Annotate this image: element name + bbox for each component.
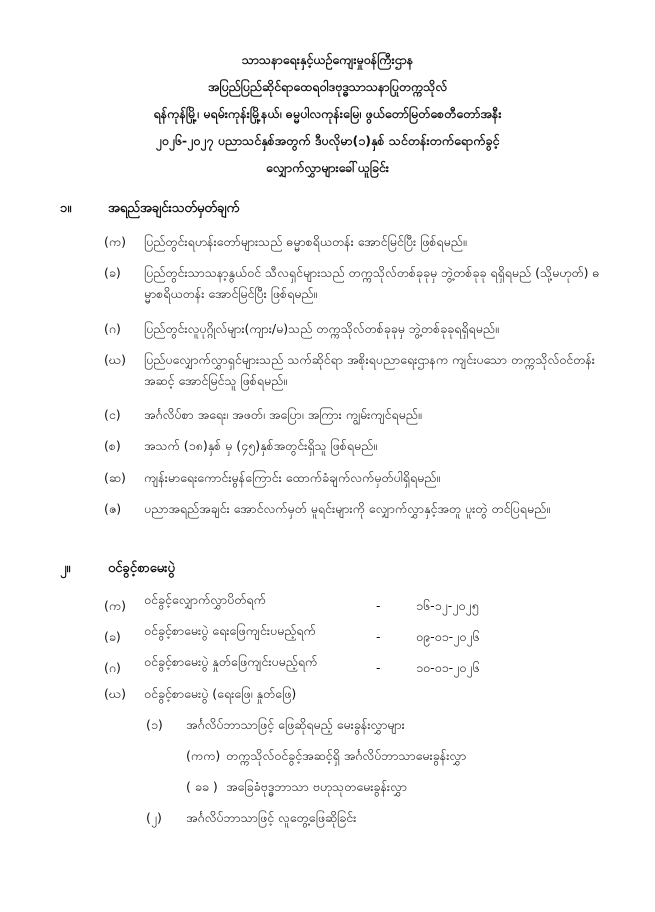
date-value: ၁၆-၁၂-၂၀၂၅ — [416, 598, 479, 613]
date-value: ၁၀-၀၁-၂၀၂၆ — [416, 660, 480, 675]
section-title: ဝင်ခွင့်စာမေးပွဲ — [108, 561, 175, 576]
item-marker: ( ခခ ) — [186, 779, 218, 794]
item-text: အင်္ဂလိပ်ဘာသာဖြင့် ဖြေဆိုရမည့် မေးခွန်းလွှာများ — [186, 717, 405, 732]
item-text: ကျန်းမာရေးကောင်းမွန်ကြောင်း ထောက်ခံချက်လက်မှတ်ပါရှိရမည်။ — [144, 470, 441, 485]
item-marker: (စ) — [104, 438, 121, 453]
item-marker: (က) — [104, 234, 126, 249]
item-marker: (င) — [104, 407, 121, 422]
sub-sub-item — [186, 776, 407, 797]
item-marker: (၁) — [146, 717, 163, 732]
item-marker: (ဃ) — [104, 352, 126, 367]
section-1-heading — [60, 200, 239, 219]
item-text: ပြည်တွင်းရဟန်းတော်များသည် ဓမ္မာစရိယတန်း အောင်မြင်ပြီး ဖြစ်ရမည်။ — [144, 234, 467, 249]
item-marker: (ကက) — [186, 748, 221, 763]
item-marker: (ဃ) — [104, 686, 126, 701]
item-marker: (ခ) — [104, 265, 121, 280]
announcement-title: လျှောက်လွှာများခေါ်ယူခြင်း — [266, 160, 389, 175]
list-item — [104, 262, 604, 304]
item-marker: (ဂ) — [104, 660, 121, 675]
dash: - — [376, 598, 381, 613]
item-text: အင်္ဂလိပ်စာ အရေး၊ အဖတ်၊ အပြော၊ အကြား ကျွမ်းကျင်ရမည်။ — [144, 407, 422, 422]
sub-item — [146, 714, 405, 735]
item-text: တက္ကသိုလ်ဝင်ခွင့်အဆင့်ရှိ အင်္ဂလိပ်ဘာသာမေးခွန်းလွှာ — [226, 748, 467, 763]
item-text: ပြည်ပလျှောက်လွှာရှင်များသည် သက်ဆိုင်ရာ အစိုးရပညာရေးဌာနက ကျင်းပသော တက္ကသိုလ်ဝင်တန်းအဆင့် အောင်မြင်သူ ဖြစ်ရမည်။ — [144, 352, 595, 388]
list-item — [104, 349, 604, 391]
list-item — [104, 318, 604, 339]
section-2-heading — [60, 560, 175, 579]
address-line: ရန်ကုန်မြို့၊ မရမ်းကုန်းမြို့နယ်၊ ဓမ္မပါလကုန်းမြေ၊ ဖွယ်တော်မြတ်စေတီတော်အနီး — [153, 106, 502, 121]
list-item — [104, 435, 604, 456]
section-number: ၁။ — [60, 201, 72, 216]
university-title: အပြည်ပြည်ဆိုင်ရာထေရဝါဒဗုဒ္ဓသာသနာပြုတက္ကသိုလ် — [207, 79, 448, 94]
sub-sub-item — [186, 745, 466, 766]
list-item — [104, 231, 604, 252]
list-item — [104, 404, 604, 425]
item-text: အသက် (၁၈)နှစ် မှ (၄၅)နှစ်အတွင်းရှိသူ ဖြစ်ရမည်။ — [144, 438, 378, 453]
section-title: အရည်အချင်းသတ်မှတ်ချက် — [108, 201, 240, 216]
item-text: ဝင်ခွင့်စာမေးပွဲ (ရေးဖြေ၊ နှုတ်ဖြေ) — [144, 686, 297, 701]
section-number: ၂။ — [60, 561, 71, 576]
date-row — [104, 651, 624, 678]
item-text: ပညာအရည်အချင်း အောင်လက်မှတ် မူရင်းများကို လျှောက်လွှာနှင့်အတူ ပူးတွဲ တင်ပြရမည်။ — [144, 501, 550, 516]
item-marker: (က) — [104, 598, 126, 613]
item-marker: (ဆ) — [104, 470, 126, 485]
list-item — [104, 498, 604, 519]
date-row — [104, 620, 624, 647]
date-value: ၀၉-၀၁-၂၀၂၆ — [416, 629, 480, 644]
item-text: ပြည်တွင်းသာသနာ့နွယ်ဝင် သီလရှင်များသည် တက္ကသိုလ်တစ်ခုခုမှ ဘွဲ့တစ်ခုခု ရရှိရမည် (သို့မဟုတ်) ဓမ္မာစရိယတန်း အောင်မြင်ပြီး ဖြစ်ရမည်။ — [144, 265, 600, 301]
item-marker: (ဂ) — [104, 321, 121, 336]
ministry-title: သာသနာရေးနှင့်ယဉ်ကျေးမှုဝန်ကြီးဌာန — [241, 52, 414, 67]
course-title: ၂၀၂၆-၂၀၂၇ ပညာသင်နှစ်အတွက် ဒီပလိုမာ(၁)နှစ် သင်တန်းတက်ရောက်ခွင့် — [155, 133, 500, 148]
date-label: ဝင်ခွင့်လျှောက်လွှာပိတ်ရက် — [144, 592, 266, 607]
item-marker: (ဇ) — [104, 501, 122, 516]
list-item — [104, 683, 624, 704]
item-text: ပြည်တွင်းလူပုဂ္ဂိုလ်များ(ကျား/မ)သည် တက္ကသိုလ်တစ်ခုခုမှ ဘွဲ့တစ်ခုခုရရှိရမည်။ — [144, 321, 499, 336]
sub-item — [146, 807, 356, 828]
date-row — [104, 589, 624, 616]
item-text: အခြေခံဗုဒ္ဓဘာသာ ဗဟုသုတမေးခွန်းလွှာ — [226, 779, 407, 794]
document-header — [0, 46, 655, 181]
item-text: အင်္ဂလိပ်ဘာသာဖြင့် လူတွေ့ဖြေဆိုခြင်း — [186, 810, 357, 825]
date-label: ဝင်ခွင့်စာမေးပွဲ နှုတ်ဖြေကျင်းပမည့်ရက် — [144, 654, 318, 669]
item-marker: (၂) — [146, 810, 162, 825]
item-marker: (ခ) — [104, 629, 121, 644]
list-item — [104, 467, 604, 488]
dash: - — [376, 660, 381, 675]
date-label: ဝင်ခွင့်စာမေးပွဲ ရေးဖြေကျင်းပမည့်ရက် — [144, 623, 316, 638]
dash: - — [376, 629, 381, 644]
